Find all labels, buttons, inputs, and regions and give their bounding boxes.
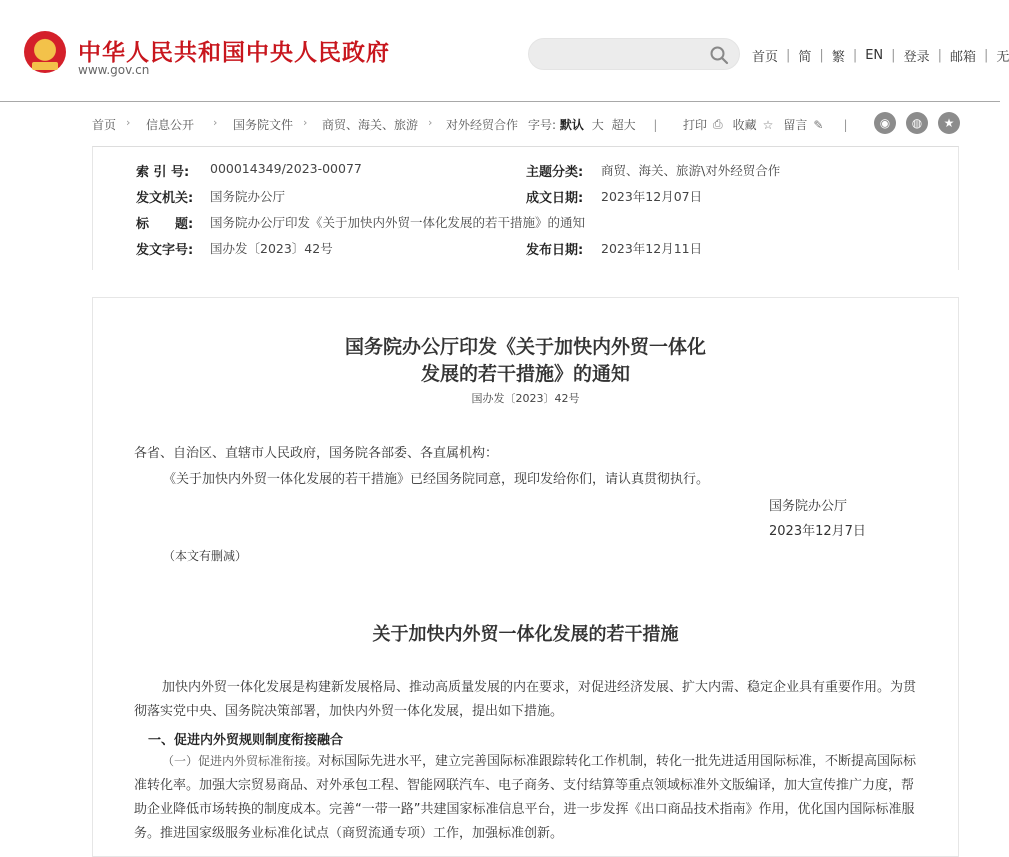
date-written-label: 成文日期:: [526, 191, 584, 206]
issuer-value: 国务院办公厅: [210, 189, 286, 204]
article-body: [92, 297, 959, 857]
chevron-right-icon: ›: [428, 116, 433, 129]
print-button[interactable]: 打印: [683, 118, 708, 132]
item-paragraph: [134, 749, 924, 846]
divider: |: [937, 47, 942, 63]
title-value: 国务院办公厅印发《关于加快内外贸一体化发展的若干措施》的通知: [210, 215, 586, 230]
top-link-traditional[interactable]: 繁: [831, 49, 845, 65]
signer: 国务院办公厅: [769, 499, 848, 514]
intro-paragraph: 加快内外贸一体化发展是构建新发展格局、推动高质量发展的内在要求，对促进经济发展、扩大内需、稳定企业具有重要作用。为贯彻落实党中央、国务院决策部署，加快内外贸一体化发展，提出如下措施。: [134, 680, 917, 719]
info-row: [93, 213, 958, 237]
search-box[interactable]: [528, 38, 740, 70]
divider: |: [653, 118, 658, 132]
item-heading: （一）促进内外贸标准衔接。: [162, 754, 319, 768]
top-link-login[interactable]: 登录: [903, 49, 930, 65]
top-link-mail[interactable]: 邮箱: [949, 49, 976, 65]
divider: |: [891, 47, 896, 63]
measures-title: 关于加快内外贸一体化发展的若干措施: [372, 624, 679, 645]
title-label: 标 题:: [136, 217, 194, 232]
publish-date-label: 发布日期:: [526, 243, 584, 258]
top-link-accessibility[interactable]: 无: [996, 49, 1009, 65]
salutation: 各省、自治区、直辖市人民政府，国务院各部委、各直属机构：: [134, 446, 499, 461]
site-url: www.gov.cn: [78, 63, 150, 77]
category-value: 商贸、海关、旅游\对外经贸合作: [601, 163, 781, 178]
chevron-right-icon: ›: [126, 116, 131, 129]
site-title[interactable]: 中华人民共和国中央人民政府: [78, 40, 390, 66]
font-size-label: 字号:: [528, 118, 557, 132]
star-icon[interactable]: ☆: [762, 117, 774, 132]
breadcrumb: [0, 112, 1000, 136]
info-row: [93, 161, 958, 185]
font-size-large[interactable]: 大: [591, 118, 604, 132]
font-size-xlarge[interactable]: 超大: [611, 118, 636, 132]
favorite-button[interactable]: 收藏: [732, 118, 757, 132]
article-tools: [683, 116, 858, 133]
breadcrumb-state-council-docs[interactable]: 国务院文件: [233, 118, 294, 132]
breadcrumb-home[interactable]: 首页: [92, 118, 117, 132]
divider: |: [819, 47, 824, 63]
comment-button[interactable]: 留言: [783, 118, 808, 132]
font-size-default[interactable]: 默认: [559, 118, 584, 132]
document-info-table: [92, 146, 959, 270]
article-doc-number: 国办发〔2023〕42号: [471, 392, 580, 405]
notice-paragraph: 《关于加快内外贸一体化发展的若干措施》已经国务院同意，现印发给你们，请认真贯彻执行。: [163, 472, 710, 487]
national-emblem-icon[interactable]: [24, 31, 66, 73]
chevron-right-icon: ›: [303, 116, 308, 129]
item-body: 对标国际先进水平，建立完善国际标准跟踪转化工作机制，转化一批先进适用国际标准，不断提高国际标准转化率。加强大宗贸易商品、对外承包工程、智能网联汽车、电子商务、支付结算等重点领域标准外文版编译，加大宣传推广力度，帮助企业降低市场转换的制度成本。完善“一带一路”共建国家标准信息平台，进一步发挥《出口商品技术指南》作用，优化国内国际标准服务。推进国家级服务业标准化试点（商贸流通专项）工作，加强标准创新。: [134, 754, 917, 841]
site-header: [0, 0, 1009, 102]
category-label: 主题分类:: [526, 165, 584, 180]
abridged-note: （本文有删减）: [163, 549, 248, 563]
star-share-icon[interactable]: ★: [938, 112, 960, 134]
divider: |: [843, 117, 848, 132]
search-icon[interactable]: [709, 45, 729, 65]
print-icon[interactable]: ⎙: [713, 117, 723, 131]
article-title-line1: 国务院办公厅印发《关于加快内外贸一体化: [344, 336, 706, 358]
top-links: [752, 46, 1009, 64]
sign-date: 2023年12月7日: [769, 524, 866, 539]
breadcrumb-foreign-trade[interactable]: 对外经贸合作: [446, 118, 519, 132]
publish-date-value: 2023年12月11日: [601, 241, 703, 256]
breadcrumb-info-public[interactable]: 信息公开: [146, 118, 195, 132]
article-title-line2: 发展的若干措施》的通知: [420, 363, 630, 385]
wechat-icon[interactable]: ◍: [906, 112, 928, 134]
weibo-icon[interactable]: ◉: [874, 112, 896, 134]
issuer-label: 发文机关:: [136, 191, 194, 206]
breadcrumb-trade-customs-tourism[interactable]: 商贸、海关、旅游: [322, 118, 419, 132]
font-size-control: [528, 116, 657, 133]
info-row: [93, 187, 958, 211]
index-value: 000014349/2023-00077: [210, 161, 362, 176]
date-written-value: 2023年12月07日: [601, 189, 703, 204]
index-label: 索 引 号:: [136, 165, 190, 180]
top-link-home[interactable]: 首页: [752, 49, 779, 65]
divider: |: [983, 47, 989, 63]
info-row: [93, 239, 958, 263]
search-input[interactable]: [541, 45, 701, 65]
top-link-simplified[interactable]: 简: [798, 49, 812, 65]
top-link-english[interactable]: EN: [865, 47, 884, 63]
section-heading: 一、促进内外贸规则制度衔接融合: [148, 733, 344, 748]
docno-label: 发文字号:: [136, 243, 194, 258]
divider: |: [852, 47, 858, 63]
docno-value: 国办发〔2023〕42号: [210, 241, 333, 256]
chevron-right-icon: ›: [213, 116, 218, 129]
divider: |: [786, 47, 791, 63]
pencil-icon[interactable]: ✎: [813, 117, 824, 132]
